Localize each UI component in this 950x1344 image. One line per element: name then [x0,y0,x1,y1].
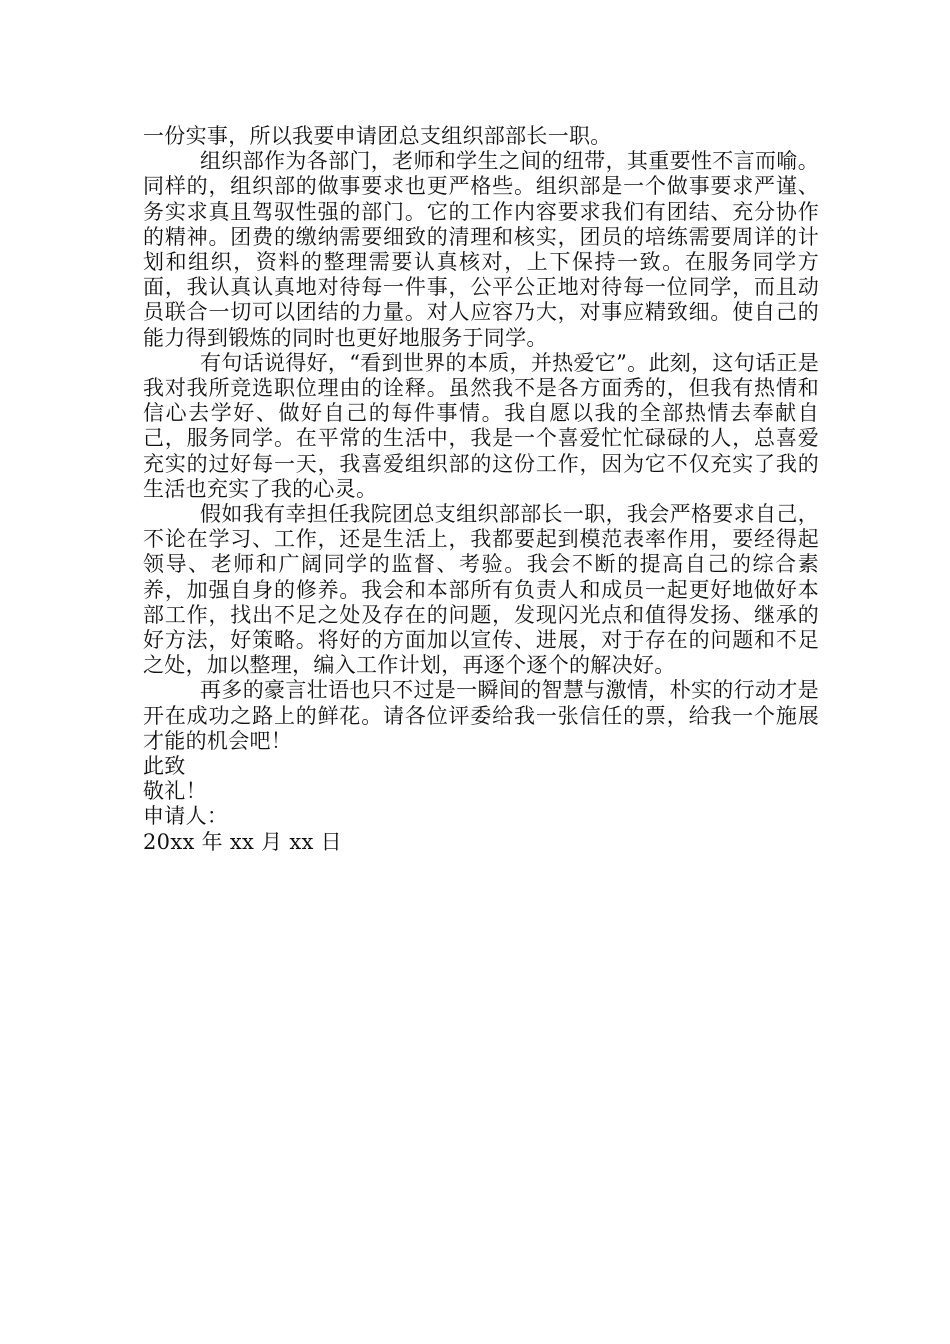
paragraph-motivation: 有句话说得好，“看到世界的本质，并热爱它”。此刻，这句话正是我对我所竞选职位理由的诠释。虽然我不是各方面秀的，但我有热情和信心去学好、做好自己的每件事情。我自愿以我的全部热情去奉献自己，服务同学。在平常的生活中，我是一个喜爱忙忙碌碌的人，总喜爱充实的过好每一天，我喜爱组织部的这份工作，因为它不仅充实了我的生活也充实了我的心灵。 [143,350,819,501]
paragraph-organization-role: 组织部作为各部门，老师和学生之间的纽带，其重要性不言而喻。同样的，组织部的做事要求也更严格些。组织部是一个做事要求严谨、务实求真且驾驭性强的部门。它的工作内容要求我们有团结、充分协作的精神。团费的缴纳需要细致的清理和核实，团员的培练需要周详的计划和组织，资料的整理需要认真核对，上下保持一致。在服务同学方面，我认真认真地对待每一件事，公平公正地对待每一位同学，而且动员联合一切可以团结的力量。对人应容乃大，对事应精致细。使自己的能力得到锻炼的同时也更好地服务于同学。 [143,149,819,350]
paragraph-continuation: 一份实事，所以我要申请团总支组织部部长一职。 [143,124,612,148]
letter-body [143,124,819,855]
closing-regards: 敬礼！ [143,779,207,804]
applicant-label: 申请人： [143,804,229,829]
closing-salutation: 此致 [143,754,186,779]
paragraph-conclusion: 再多的豪言壮语也只不过是一瞬间的智慧与激情，朴实的行动才是开在成功之路上的鲜花。请各位评委给我一张信任的票，给我一个施展才能的机会吧！ [143,678,819,753]
date-line: 20xx 年 xx 月 xx 日 [143,829,342,854]
paragraph-commitment: 假如我有幸担任我院团总支组织部部长一职，我会严格要求自己，不论在学习、工作，还是生活上，我都要起到模范表率作用，要经得起领导、老师和广阔同学的监督、考验。我会不断的提高自己的综合素养，加强自身的修养。我会和本部所有负责人和成员一起更好地做好本部工作，找出不足之处及存在的问题，发现闪光点和值得发扬、继承的好方法，好策略。将好的方面加以宣传、进展，对于存在的问题和不足之处，加以整理，编入工作计划，再逐个逐个的解决好。 [143,502,819,678]
